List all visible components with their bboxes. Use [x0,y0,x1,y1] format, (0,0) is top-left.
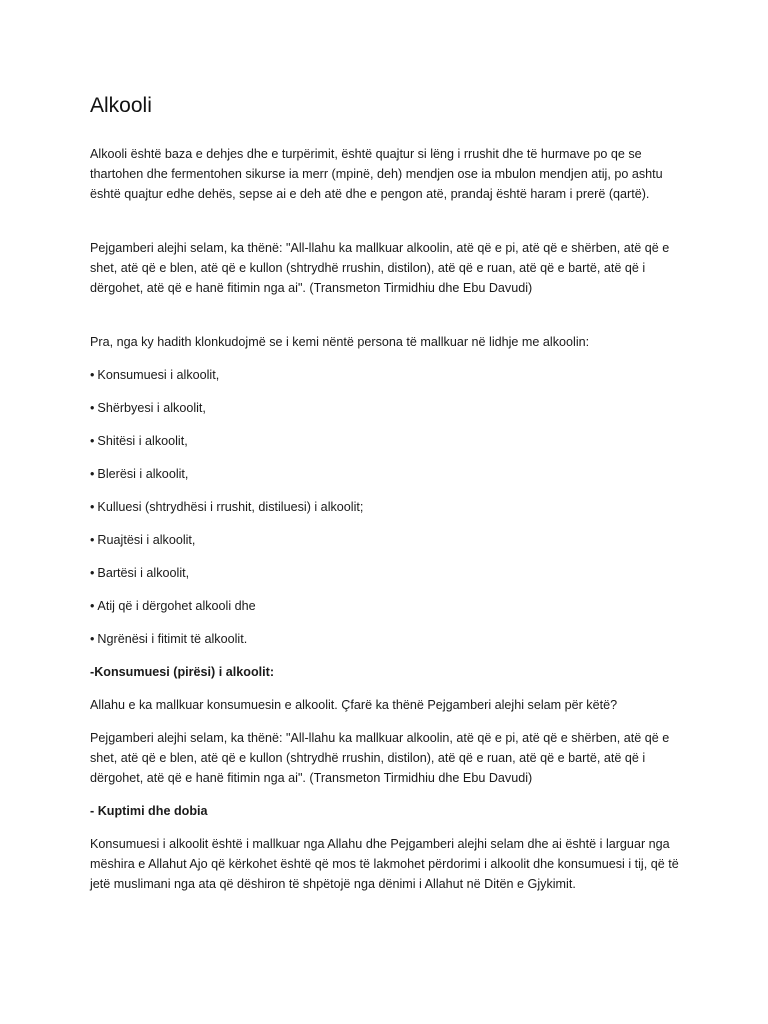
meaning-paragraph: Konsumuesi i alkoolit është i mallkuar nga Allahu dhe Pejgamberi alejhi selam dhe ai është i larguar nga mëshira e Allahut Ajo që kërkohet është që mos të lakmohet përdorimi i alkoolit dhe konsumuesi i tij, që të jetë muslimani nga ata që dëshiron të shpëtojë nga dënimi i Allahut në Ditën e Gjykimit. [90,837,679,891]
paragraph-spacer [90,311,680,332]
list-item-text: Bartësi i alkoolit, [97,566,190,580]
list-item [90,398,680,418]
list-item [90,497,680,517]
section-heading-consumer: -Konsumuesi (pirësi) i alkoolit: [90,665,275,679]
list-item [90,596,680,616]
list-item-text: Atij që i dërgohet alkooli dhe [97,599,256,613]
bullet-icon: • [90,566,95,580]
list-item-text: Shitësi i alkoolit, [97,434,188,448]
bullet-icon: • [90,632,95,646]
bullet-icon: • [90,467,95,481]
list-item-text: Ruajtësi i alkoolit, [97,533,196,547]
document-title: Alkooli [90,94,152,117]
list-item [90,563,680,583]
list-item [90,464,680,484]
bullet-icon: • [90,401,95,415]
list-item [90,365,680,385]
list-item [90,629,680,649]
bullet-icon: • [90,500,95,514]
bullet-icon: • [90,533,95,547]
list-item-text: Konsumuesi i alkoolit, [97,368,220,382]
list-item [90,530,680,550]
list-item-text: Ngrënësi i fitimit të alkoolit. [97,632,248,646]
cursed-persons-list [90,365,680,649]
hadith-paragraph-2: Pejgamberi alejhi selam, ka thënë: "All-llahu ka mallkuar alkoolin, atë që e pi, atë që e shërben, atë që e shet, atë që e blen, atë që e kullon (shtrydhë rrushin, distilon), atë që e ruan, atë që e bartë, atë që i dërgohet, atë që e hanë fitimin nga ai". (Transmeton Tirmidhiu dhe Ebu Davudi) [90,731,670,785]
bullet-icon: • [90,368,95,382]
section-question-paragraph: Allahu e ka mallkuar konsumuesin e alkoolit. Çfarë ka thënë Pejgamberi alejhi selam për këtë? [90,698,618,712]
list-item [90,431,680,451]
list-item-text: Blerësi i alkoolit, [97,467,189,481]
list-item-text: Shërbyesi i alkoolit, [97,401,206,415]
section-heading-meaning: - Kuptimi dhe dobia [90,804,208,818]
bullet-icon: • [90,599,95,613]
conclusion-paragraph: Pra, nga ky hadith klonkudojmë se i kemi nëntë persona të mallkuar në lidhje me alkoolin: [90,335,590,349]
hadith-paragraph-1: Pejgamberi alejhi selam, ka thënë: "All-llahu ka mallkuar alkoolin, atë që e pi, atë që e shërben, atë që e shet, atë që e blen, atë që e kullon (shtrydhë rrushin, distilon), atë që e ruan, atë që e bartë, atë që i dërgohet, atë që e hanë fitimin nga ai". (Transmeton Tirmidhiu dhe Ebu Davudi) [90,241,670,295]
paragraph-spacer [90,217,680,238]
intro-paragraph: Alkooli është baza e dehjes dhe e turpërimit, është quajtur si lëng i rrushit dhe të hurmave po qe se thartohen dhe fermentohen sikurse ia merr (mpinë, deh) mendjen ose ia mbulon mendjen atij, po ashtu është quajtur edhe dehës, sepse ai e deh atë dhe e pengon atë, prandaj është haram i prerë (qartë). [90,147,663,201]
list-item-text: Kulluesi (shtrydhësi i rrushit, distiluesi) i alkoolit; [97,500,364,514]
document-page [90,92,680,907]
bullet-icon: • [90,434,95,448]
